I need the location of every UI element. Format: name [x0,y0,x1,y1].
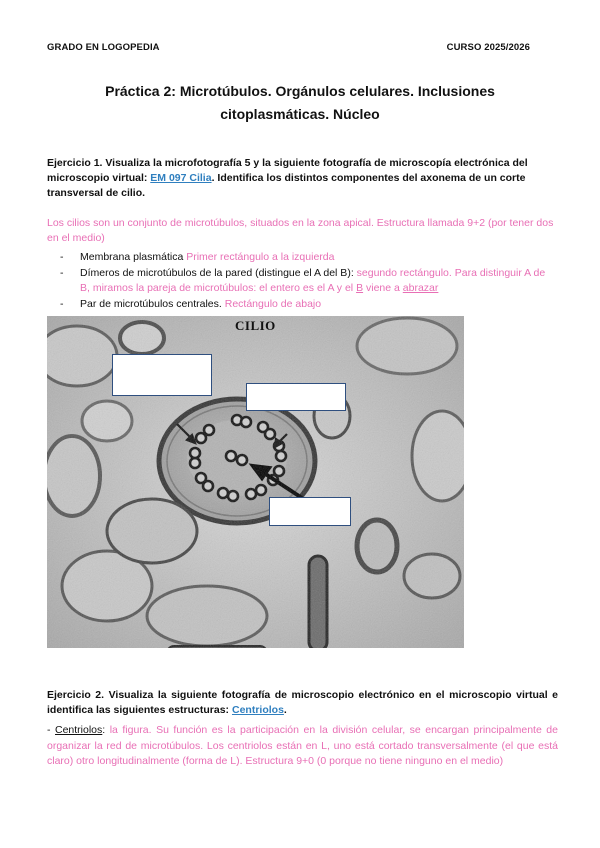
exercise-2-statement [47,688,558,718]
label-box-dimeros[interactable] [246,383,346,411]
header-right: CURSO 2025/2026 [446,42,530,53]
centriolos-link[interactable]: Centriolos [231,704,284,716]
exercise-1-answer: Los cilios son un conjunto de microtúbulos, situados en la zona apical. Estructura llamada 9+2 (por tener dos en el medio) [47,217,554,244]
exercise-2-dash: - [47,724,55,736]
exercise-2-item: - Centriolos: la figura. Su función es la participación en la división celular, se encargan principalmente de organizar la red de microtúbulos. Los centriolos están en L, uno está cortado transversalmente (el que está claro) otro longitudinalmente (forma de L). Estructura 9+0 (0 porque no tiene ninguno en el medio) [47,724,558,767]
em-097-cilia-link[interactable]: EM 097 Cilia [150,172,212,184]
list-item-par-centrales: - Par de microtúbulos centrales. Rectángulo de abajo [60,297,322,310]
label-box-membrana[interactable] [112,354,212,396]
exercise-1-prefix: Ejercicio 1. Visualiza la microfotografía 5 y la siguiente fotografía de microscopía electrónica del microscopio virtual: [47,157,528,184]
exercise-2-suffix: . [283,704,287,716]
title-line-2: citoplasmáticas. Núcleo [220,106,380,122]
label-box-par-central[interactable] [269,497,351,526]
exercise-1-list [60,250,558,312]
membrana-answer: Primer rectángulo a la izquierda [186,251,335,263]
membrana-label: Membrana plasmática [80,251,184,263]
par-centrales-label: Par de microtúbulos centrales [80,297,219,310]
centriolos-answer: la figura. Su función es la participación en la división celular, se encargan principalmente de organizar la red de microtúbulos. Los centriolos están en L, uno está cortado transversalmente (el que está claro) otro longitudinalmente (forma de L). Estructura 9+0 (0 porque no tiene ninguno en el medio) [47,724,558,767]
dimeros-label: Dímeros de microtúbulos de la pared (distingue el A del B) [80,266,351,279]
title-line-1: Práctica 2: Microtúbulos. Orgánulos celulares. Inclusiones [105,83,495,99]
cilia-micrograph [47,316,464,648]
centriolos-label: Centriolos [55,724,103,736]
micrograph-caption: CILIO [235,318,276,333]
micrograph-image [47,316,464,648]
exercise-2-prefix: Ejercicio 2. Visualiza la siguiente fotografía de microscopio electrónico en el microscopio virtual e identifica las siguientes estructuras: [47,689,558,716]
dimeros-answer: segundo rectángulo. Para distinguir A de B, miramos la pareja de microtúbulos: el entero es el A y el B viene a abrazar [80,266,546,294]
header-left: GRADO EN LOGOPEDIA [47,42,160,53]
list-item-dimeros: - Dímeros de microtúbulos de la pared (distingue el A del B): segundo rectángulo. Para distinguir A de B, miramos la pareja de microtúbulos: el entero es el A y el B viene a abrazar [60,266,546,294]
par-centrales-answer: Rectángulo de abajo [224,297,322,310]
exercise-1-statement [47,156,558,201]
page-title [60,80,540,126]
exercise-1-suffix: . Identifica los distintos componentes del axonema de un corte transversal de cilio. [47,172,526,199]
list-item-membrana: - Membrana plasmática Primer rectángulo a la izquierda [60,251,335,263]
